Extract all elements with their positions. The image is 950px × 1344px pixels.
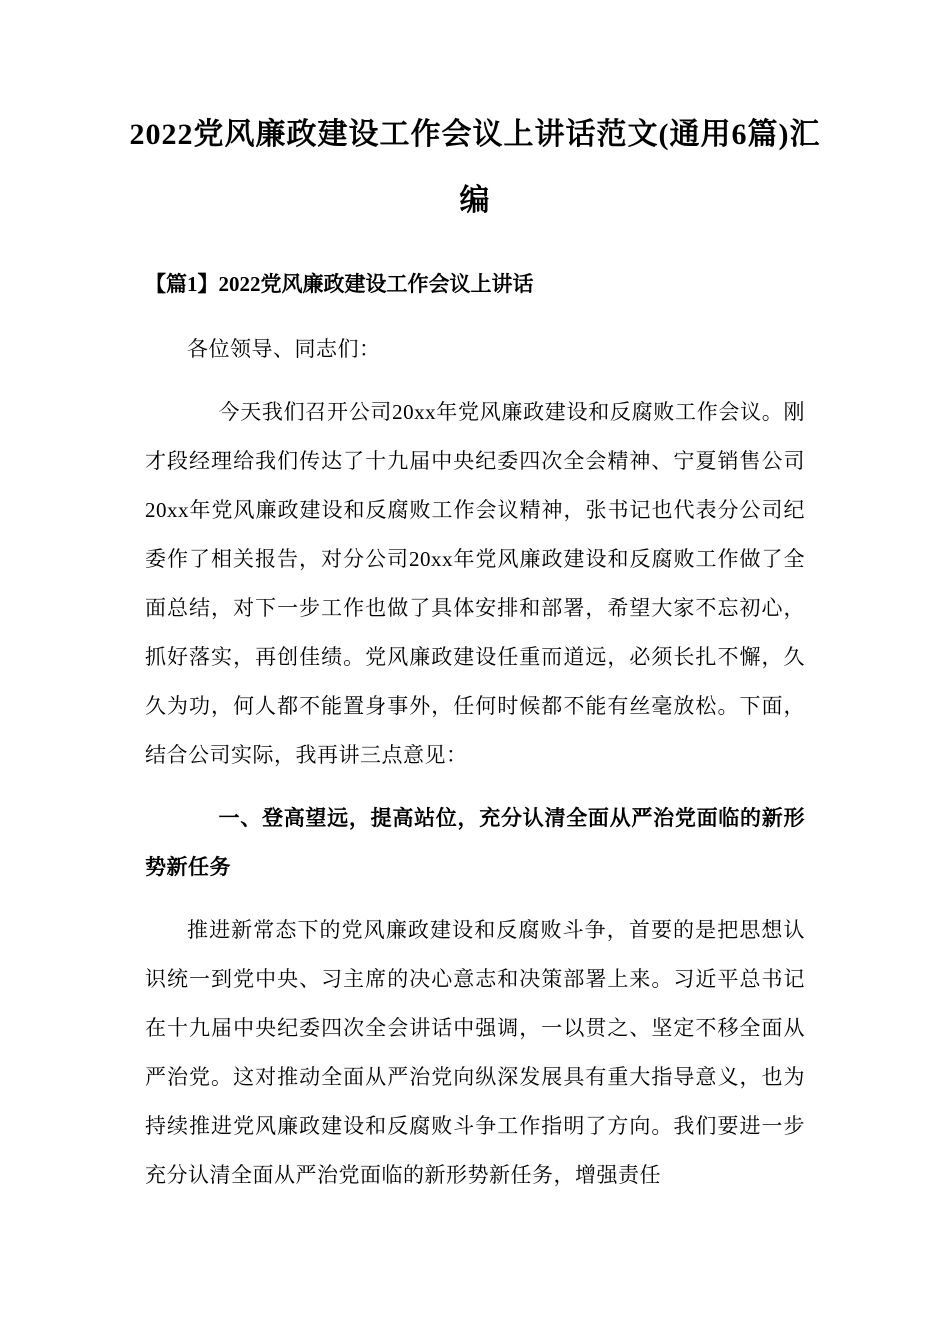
paragraph-salutation: 各位领导、同志们：: [187, 337, 381, 361]
paragraph-body-2: 推进新常态下的党风廉政建设和反腐败斗争，首要的是把思想认识统一到党中央、习主席的决心意志和决策部署上来。习近平总书记在十九届中央纪委四次全会讲话中强调，一以贯之、坚定不移全面从严治党。这对推动全面从严治党向纵深发展具有重大指导意义，也为持续推进党风廉政建设和反腐败斗争工作指明了方向。我们要进一步充分认清全面从严治党面临的新形势新任务，增强责任: [145, 918, 805, 1187]
document-title: 2022党风廉政建设工作会议上讲话范文(通用6篇)汇编: [129, 118, 821, 217]
section-heading: 【篇1】2022党风廉政建设工作会议上讲话: [145, 272, 534, 296]
paragraph-subheading-1: 一、登高望远，提高站位，充分认清全面从严治党面临的新形势新任务: [145, 806, 805, 879]
paragraph-body-1: 今天我们召开公司20xx年党风廉政建设和反腐败工作会议。刚才段经理给我们传达了十九届中央纪委四次全会精神、宁夏销售公司20xx年党风廉政建设和反腐败工作会议精神，张书记也代表分公司纪委作了相关报告，对分公司20xx年党风廉政建设和反腐败工作做了全面总结，对下一步工作也做了具体安排和部署，希望大家不忘初心，抓好落实，再创佳绩。党风廉政建设任重而道远，必须长扎不懈，久久为功，何人都不能置身事外，任何时候都不能有丝毫放松。下面，结合公司实际，我再讲三点意见：: [145, 400, 805, 767]
